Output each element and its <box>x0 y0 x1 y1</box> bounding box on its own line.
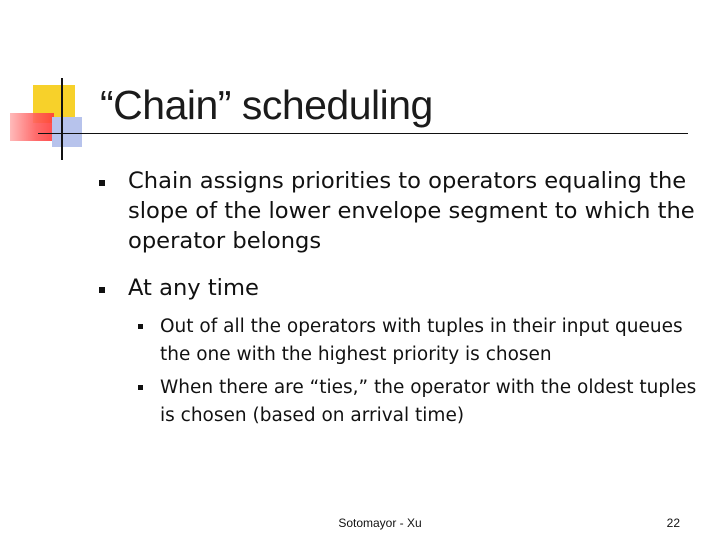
logo-blue-square <box>52 117 82 147</box>
slide-title: “Chain” scheduling <box>100 82 433 128</box>
bullet-1-text: Chain assigns priorities to operators equaling the slope of the lower envelope segment to which the operator belongs <box>128 168 695 254</box>
subbullet-2-text: When there are “ties,” the operator with the oldest tuples is chosen (based on arrival time) <box>160 377 697 426</box>
subbullet-1-text: Out of all the operators with tuples in their input queues the one with the highest priority is chosen <box>160 316 683 365</box>
subbullet-marker-icon <box>138 324 143 329</box>
logo-red-square <box>10 113 54 141</box>
bullet-2-text: At any time <box>128 275 259 301</box>
bullet-marker-icon <box>99 287 105 293</box>
subbullet-marker-icon <box>138 385 143 390</box>
footer-page-number: 22 <box>666 516 680 530</box>
title-underline <box>38 133 688 134</box>
footer-author: Sotomayor - Xu <box>338 516 422 530</box>
logo-vertical-line <box>61 78 63 160</box>
bullet-marker-icon <box>99 180 105 186</box>
